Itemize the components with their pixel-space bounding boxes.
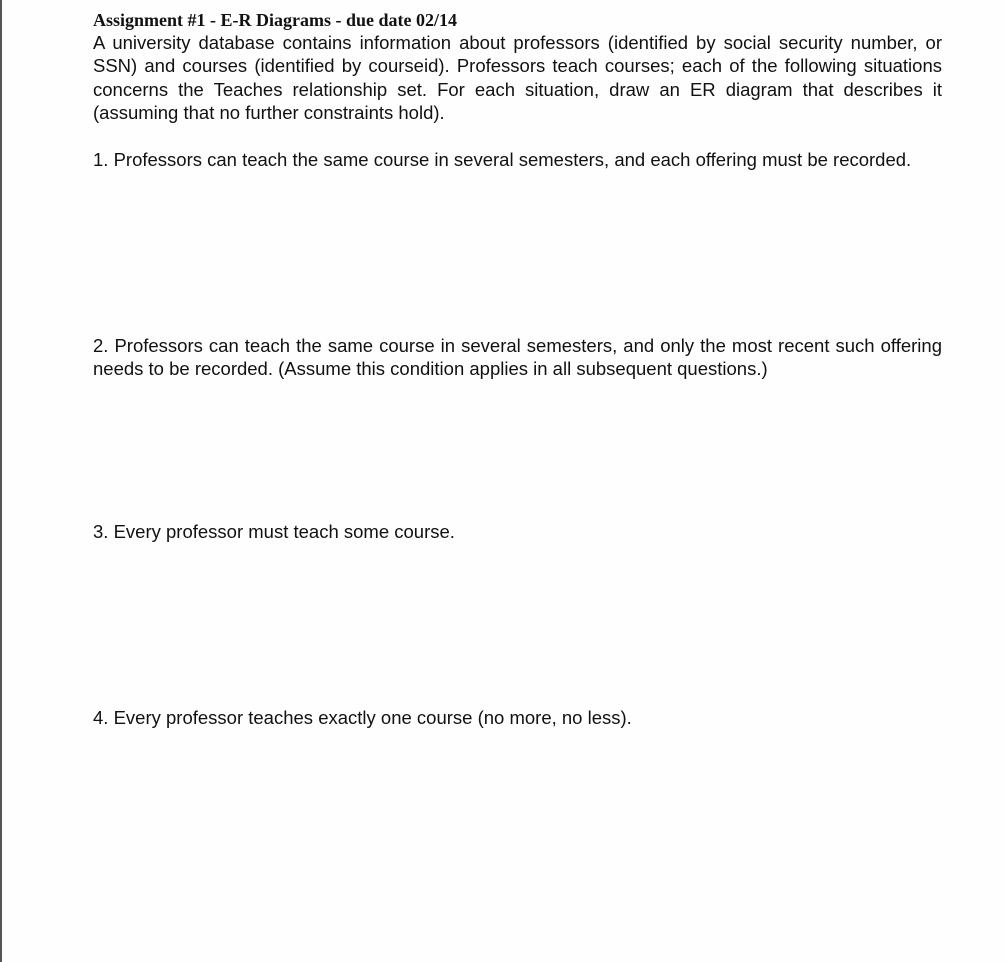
question-4: 4. Every professor teaches exactly one course (no more, no less).	[93, 707, 632, 728]
question-2: 2. Professors can teach the same course in several semesters, and only the most recent such offering needs to be recorded. (Assume this condition applies in all subsequent questions.)	[93, 335, 942, 380]
question-3: 3. Every professor must teach some course.	[93, 521, 455, 542]
question-1: 1. Professors can teach the same course in several semesters, and each offering must be recorded.	[93, 149, 912, 170]
document-header	[93, 9, 942, 124]
intro-paragraph: A university database contains information about professors (identified by social security number, or SSN) and courses (identified by courseid). Professors teach courses; each of the following situations concerns the Teaches relationship set. For each situation, draw an ER diagram that describes it (assuming that no further constraints hold).	[93, 32, 942, 123]
page-left-border	[0, 0, 2, 962]
assignment-title: Assignment #1 - E-R Diagrams - due date 02/14	[93, 10, 457, 30]
